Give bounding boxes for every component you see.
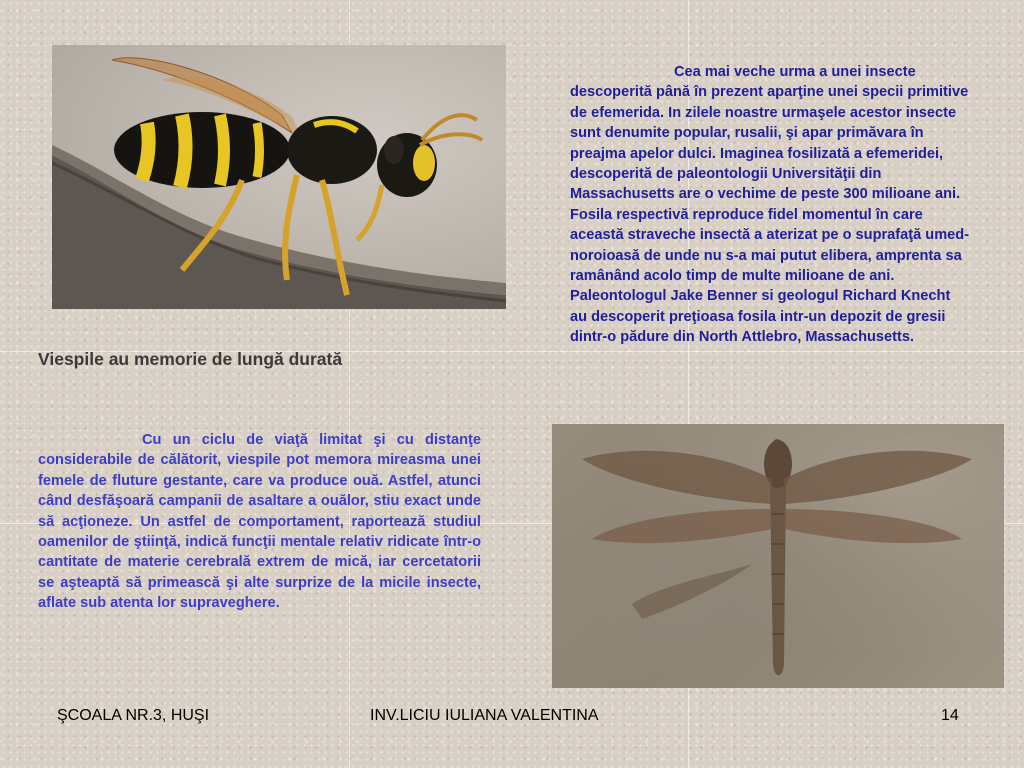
dragonfly-fossil-photo xyxy=(552,424,1004,688)
fossil-paragraph: Cea mai veche urma a unei insecte descoperită până în prezent aparţine unei specii primitive de efemerida. In zilele noastre urmaşele acestor insecte sunt denumite popular, rusalii, şi apar primăvara în preajma apelor dulci. Imaginea fosilizată a efemeridei, descoperită de paleontologii Universităţii din Massachusetts are o vechime de peste 300 milioane ani. Fosila respectivă reproduce fidel momentul în care această straveche insectă a aterizat pe o suprafaţă umed-noroioasă de unde nu s-a mai putut elibera, amprenta sa ramânând acolo timp de multe milioane de ani. Paleontologul Jake Benner si geologul Richard Knecht au descoperit preţioasa fosila intr-un depozit de gresii dintr-o pădure din North Attlebro, Massachusetts. xyxy=(570,64,970,346)
wasp-heading: Viespile au memorie de lungă durată xyxy=(38,349,343,369)
wasp-photo xyxy=(52,45,506,309)
wasp-paragraph: Cu un ciclu de viaţă limitat şi cu distanţe considerabile de călătorit, viespile pot memora mireasma unei femele de fluture gestante, care va produce ouă. Astfel, atunci când desfăşoară campanii de asaltare a ouălor, stiu exact unde să acţioneze. Un astfel de comportament, raportează studiul oamenilor de ştiinţă, indică funcţii mentale relativ ridicate într-o cantitate de materie cerebrală extrem de mică, iar cercetatorii se aşteaptă să primească şi alte surprize de la micile insecte, aflate sub atenta lor supraveghere. xyxy=(38,432,481,612)
footer-school: ŞCOALA NR.3, HUŞI xyxy=(57,707,210,724)
page-number: 14 xyxy=(941,707,959,724)
footer-author: INV.LICIU IULIANA VALENTINA xyxy=(370,707,599,724)
